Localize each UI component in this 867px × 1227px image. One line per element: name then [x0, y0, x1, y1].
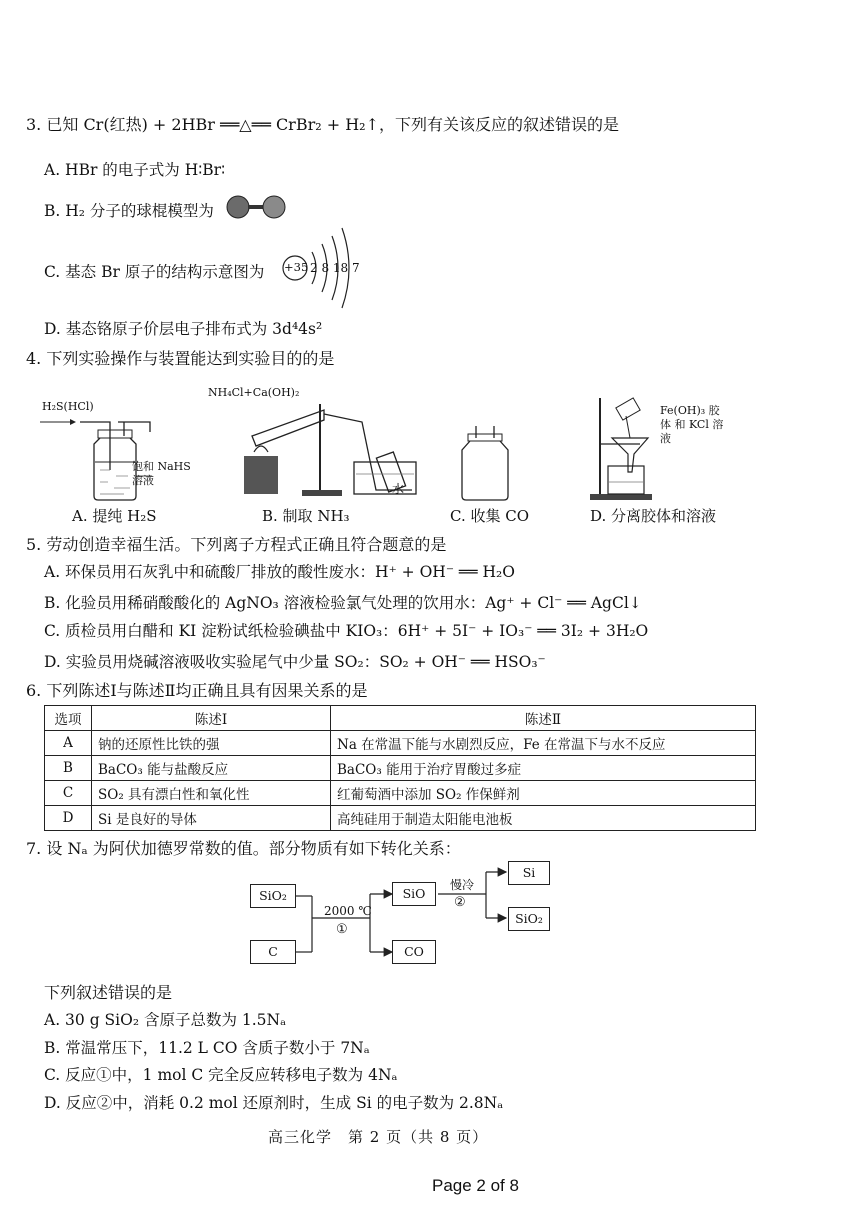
q7-option-d: D. 反应②中，消耗 0.2 mol 还原剂时，生成 Si 的电子数为 2.8Nₐ — [44, 1094, 504, 1112]
q6-table-header — [45, 706, 756, 731]
table-row — [45, 806, 756, 831]
q7-box-c: C — [250, 940, 296, 964]
q7-condition-2: 慢冷 — [450, 878, 475, 892]
q3-option-a: A. HBr 的电子式为 H∶Br∶ — [44, 161, 226, 179]
q7-box-si: Si — [508, 861, 550, 885]
q6-header-option: 选项 — [45, 706, 92, 731]
page-indicator: Page 2 of 8 — [432, 1176, 519, 1195]
q6-row-b-statement-2: BaCO₃ 能用于治疗胃酸过多症 — [331, 756, 756, 781]
q7-step-2: ② — [454, 895, 466, 910]
q6-row-b-statement-1: BaCO₃ 能与盐酸反应 — [92, 756, 331, 781]
q6-row-d-statement-1: Si 是良好的导体 — [92, 806, 331, 831]
q5-stem: 5. 劳动创造幸福生活。下列离子方程式正确且符合题意的是 — [26, 535, 447, 554]
q5-option-c: C. 质检员用白醋和 KI 淀粉试纸检验碘盐中 KIO₃：6H⁺ + 5I⁻ + IO₃⁻ ══ 3I₂ + 3H₂O — [44, 622, 649, 640]
q7-box-co: CO — [392, 940, 436, 964]
fig-d-caption: D. 分离胶体和溶液 — [590, 507, 717, 525]
q7-condition-1: 2000 ℃ — [324, 904, 372, 918]
q7-stem: 7. 设 Nₐ 为阿伏加德罗常数的值。部分物质有如下转化关系： — [26, 839, 461, 858]
q3-stem: 3. 已知 Cr(红热) + 2HBr ══△══ CrBr₂ + H₂↑，下列有关该反应的叙述错误的是 — [26, 115, 620, 134]
q7-option-a: A. 30 g SiO₂ 含原子总数为 1.5Nₐ — [44, 1011, 287, 1029]
br-shell-electrons: 2 8 18 7 — [310, 261, 360, 275]
q6-row-b-option: B — [45, 756, 92, 781]
fig-a-caption: A. 提纯 H₂S — [72, 507, 157, 525]
q7-box-sio2-product: SiO₂ — [508, 907, 550, 931]
q6-row-d-option: D — [45, 806, 92, 831]
q3-option-d: D. 基态铬原子价层电子排布式为 3d⁴4s² — [44, 320, 323, 338]
q4-stem: 4. 下列实验操作与装置能达到实验目的的是 — [26, 349, 335, 368]
q5-option-b: B. 化验员用稀硝酸酸化的 AgNO₃ 溶液检验氯气处理的饮用水：Ag⁺ + Cl⁻ ══ AgCl↓ — [44, 594, 642, 612]
br-nucleus-charge: +35 — [284, 260, 309, 274]
fig-b-reagent-label: NH₄Cl+Ca(OH)₂ — [208, 386, 300, 399]
q3-option-c: C. 基态 Br 原子的结构示意图为 — [44, 263, 265, 281]
q7-option-b: B. 常温常压下，11.2 L CO 含质子数小于 7Nₐ — [44, 1039, 370, 1057]
fig-a-liquid-label: 饱和 NaHS 溶液 — [132, 460, 191, 487]
q6-table — [44, 705, 756, 831]
fig-b-caption: B. 制取 NH₃ — [262, 507, 350, 525]
q6-row-c-statement-1: SO₂ 具有漂白性和氧化性 — [92, 781, 331, 806]
fig-c-collection-bottle — [450, 426, 520, 502]
q5-option-d: D. 实验员用烧碱溶液吸收实验尾气中少量 SO₂：SO₂ + OH⁻ ══ HSO₃⁻ — [44, 653, 546, 671]
q6-row-c-statement-2: 红葡萄酒中添加 SO₂ 作保鲜剂 — [331, 781, 756, 806]
fig-d-reagent-label: Fe(OH)₃ 胶体 和 KCl 溶液 — [660, 404, 724, 445]
table-row — [45, 756, 756, 781]
q6-header-statement-1: 陈述Ⅰ — [92, 706, 331, 731]
q7-option-c: C. 反应①中，1 mol C 完全反应转移电子数为 4Nₐ — [44, 1066, 398, 1084]
fig-d-filtration-apparatus — [582, 392, 670, 502]
h2-ball-stick-model — [226, 194, 288, 220]
q6-row-a-statement-1: 钠的还原性比铁的强 — [92, 731, 331, 756]
fig-a-gas-label: H₂S(HCl) — [42, 400, 94, 413]
page-footer: 高三化学 第 2 页（共 8 页） — [268, 1128, 489, 1146]
q3-option-b: B. H₂ 分子的球棍模型为 — [44, 202, 214, 220]
q5-option-a: A. 环保员用石灰乳中和硫酸厂排放的酸性废水：H⁺ + OH⁻ ══ H₂O — [44, 563, 515, 581]
q7-step-1: ① — [336, 922, 348, 937]
q7-lead: 下列叙述错误的是 — [44, 983, 173, 1002]
q7-box-sio2: SiO₂ — [250, 884, 296, 908]
q6-stem: 6. 下列陈述Ⅰ与陈述Ⅱ均正确且具有因果关系的是 — [26, 681, 368, 700]
q7-box-sio: SiO — [392, 882, 436, 906]
fig-b-water-label: 水 — [392, 482, 405, 496]
q6-row-a-option: A — [45, 731, 92, 756]
q6-row-d-statement-2: 高纯硅用于制造太阳能电池板 — [331, 806, 756, 831]
fig-c-caption: C. 收集 CO — [450, 507, 530, 525]
q6-header-statement-2: 陈述Ⅱ — [331, 706, 756, 731]
q6-row-c-option: C — [45, 781, 92, 806]
table-row — [45, 731, 756, 756]
fig-a-washing-bottle — [40, 410, 190, 502]
q6-row-a-statement-2: Na 在常温下能与水剧烈反应，Fe 在常温下与水不反应 — [331, 731, 756, 756]
table-row — [45, 781, 756, 806]
